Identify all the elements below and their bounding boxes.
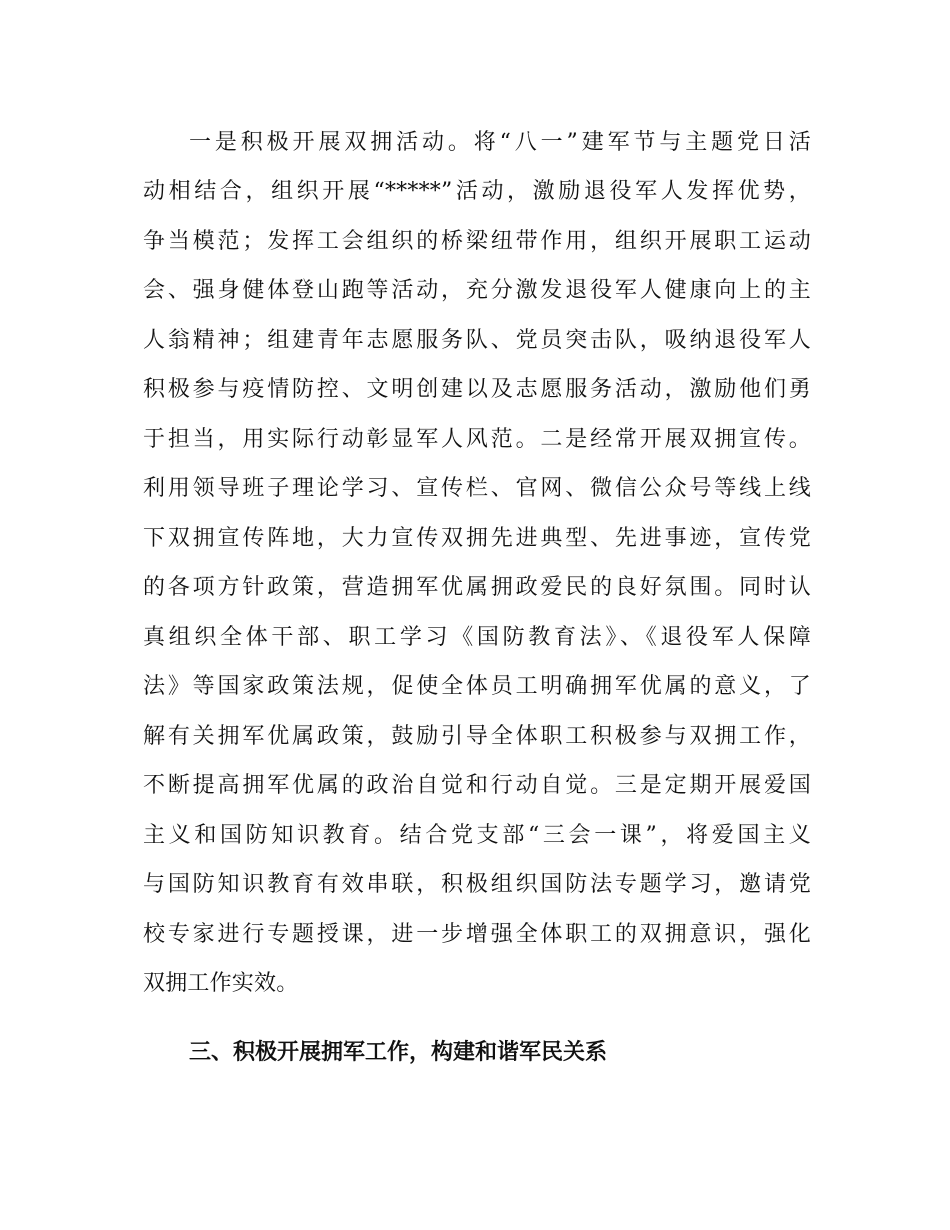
paragraph-line: 利用领导班子理论学习、宣传栏、官网、微信公众号等线上线 — [143, 476, 811, 501]
paragraph-line: 真组织全体干部、职工学习《国防教育法》、《退役军人保障 — [143, 625, 811, 650]
paragraph-line: 于担当，用实际行动彰显军人风范。二是经常开展双拥宣传。 — [143, 427, 811, 452]
paragraph-line: 主义和国防知识教育。结合党支部“三会一课”，将爱国主义 — [143, 823, 811, 848]
paragraph-line: 不断提高拥军优属的政治自觉和行动自觉。三是定期开展爱国 — [143, 773, 811, 798]
paragraph-line: 一是积极开展双拥活动。将“八一”建军节与主题党日活 — [189, 130, 811, 155]
paragraph-line: 双拥工作实效。 — [143, 971, 299, 996]
paragraph-line: 积极参与疫情防控、文明创建以及志愿服务活动，激励他们勇 — [143, 377, 811, 402]
paragraph-line: 人翁精神；组建青年志愿服务队、党员突击队，吸纳退役军人 — [143, 328, 811, 353]
paragraph-line: 争当模范；发挥工会组织的桥梁纽带作用，组织开展职工运动 — [143, 229, 811, 254]
paragraph-line: 下双拥宣传阵地，大力宣传双拥先进典型、先进事迹，宣传党 — [143, 526, 811, 551]
paragraph-line: 动相结合，组织开展“*****”活动，激励退役军人发挥优势， — [143, 179, 811, 204]
paragraph-line: 解有关拥军优属政策，鼓励引导全体职工积极参与双拥工作， — [143, 724, 811, 749]
paragraph-line: 的各项方针政策，营造拥军优属拥政爱民的良好氛围。同时认 — [143, 575, 811, 600]
paragraph-line: 会、强身健体登山跑等活动，充分激发退役军人健康向上的主 — [143, 278, 811, 303]
paragraph-line: 与国防知识教育有效串联，积极组织国防法专题学习，邀请党 — [143, 872, 811, 897]
paragraph-line: 校专家进行专题授课，进一步增强全体职工的双拥意识，强化 — [143, 922, 811, 947]
section-heading: 三、积极开展拥军工作，构建和谐军民关系 — [189, 1040, 608, 1065]
paragraph-line: 法》等国家政策法规，促使全体员工明确拥军优属的意义，了 — [143, 674, 811, 699]
